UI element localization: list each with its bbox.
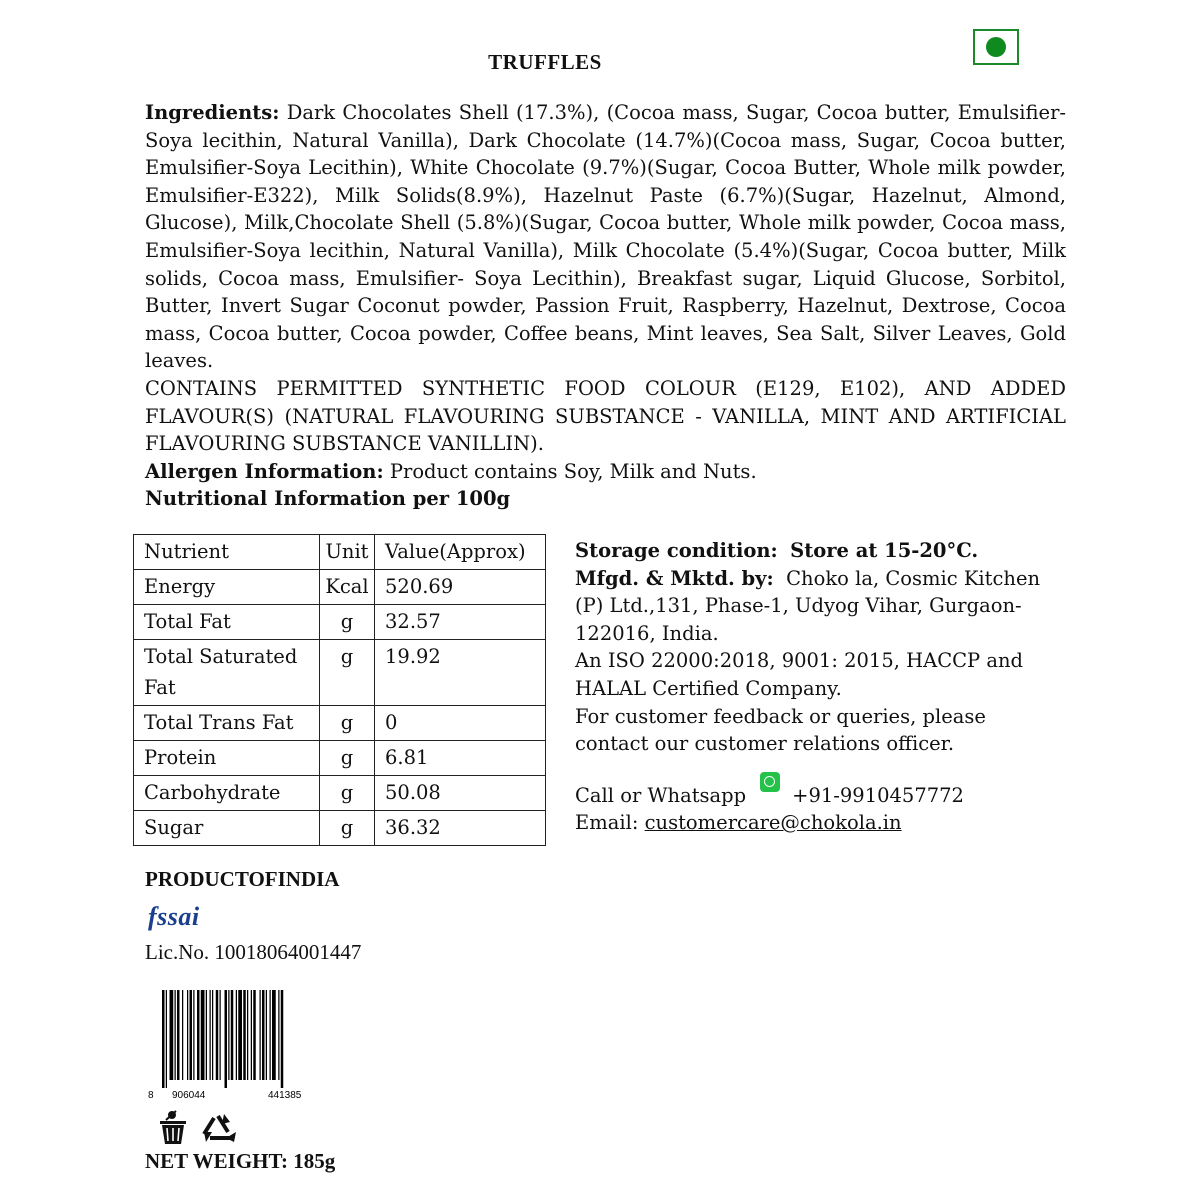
product-of-india: PRODUCTOFINDIA bbox=[145, 867, 340, 891]
nutrient-unit: g bbox=[320, 640, 375, 706]
nutrient-unit: g bbox=[320, 776, 375, 811]
barcode-bar bbox=[216, 990, 219, 1080]
barcode-bar bbox=[247, 990, 248, 1080]
ingredients-block bbox=[145, 99, 1066, 513]
contains-statement: CONTAINS PERMITTED SYNTHETIC FOOD COLOUR (E129, E102), AND ADDED FLAVOUR(S) (NATURAL FLAVOURING SUBSTANCE - VANILLA, MINT AND ARTIFICIAL FLAVOURING SUBSTANCE VANILLIN). bbox=[145, 376, 1066, 456]
email-label: Email: bbox=[575, 811, 639, 835]
license-number: Lic.No. 10018064001447 bbox=[145, 940, 362, 964]
recycle-icon bbox=[204, 1114, 236, 1142]
barcode-bar bbox=[228, 990, 229, 1080]
nutrient-value: 6.81 bbox=[375, 741, 546, 776]
barcode-bar bbox=[212, 990, 213, 1080]
ingredients-label: Ingredients: bbox=[145, 101, 280, 124]
barcode-bar bbox=[231, 990, 234, 1080]
whatsapp-icon bbox=[760, 772, 780, 792]
nutrient-name: Total Trans Fat bbox=[134, 706, 320, 741]
barcode-bar bbox=[236, 990, 237, 1080]
nutrient-name: Energy bbox=[134, 570, 320, 605]
table-header-row bbox=[134, 535, 546, 570]
table-row bbox=[134, 640, 546, 706]
table-row bbox=[134, 741, 546, 776]
ingredients-text: Dark Chocolates Shell (17.3%), (Cocoa mass, Sugar, Cocoa butter, Emulsifier-Soya lecithin, Natural Vanilla), Dark Chocolate (14.7%)(Cocoa mass, Sugar, Cocoa butter, Emulsifier-Soya Lecithin), White Chocolate (9.7%)(Sugar, Cocoa Butter, Whole milk powder, Emulsifier-E322), Milk Solids(8.9%), Hazelnut Paste (6.7%)(Sugar, Hazelnut, Almond, Glucose), Milk,Chocolate Shell (5.8%)(Sugar, Cocoa butter, Whole milk powder, Cocoa mass, Emulsifier-Soya lecithin, Natural Vanilla), Milk Chocolate (5.4%)(Sugar, Cocoa butter, Milk solids, Cocoa mass, Emulsifier- Soya Lecithin), Breakfast sugar, Liquid Glucose, Sorbitol, Butter, Invert Sugar Coconut powder, Passion Fruit, Raspberry, Hazelnut, Dextrose, Cocoa mass, Cocoa butter, Cocoa powder, Coffee beans, Mint leaves, Sea Salt, Silver Leaves, Gold leaves. bbox=[145, 101, 1066, 373]
barcode-bar bbox=[182, 990, 183, 1080]
nutrient-value: 19.92 bbox=[375, 640, 546, 706]
barcode-bar bbox=[278, 990, 279, 1080]
certification-text: An ISO 22000:2018, 9001: 2015, HACCP and HALAL Certified Company. bbox=[575, 649, 1024, 700]
nutrient-value: 32.57 bbox=[375, 605, 546, 640]
nutrient-name: Total Saturated Fat bbox=[134, 640, 320, 706]
nutrient-value: 36.32 bbox=[375, 811, 546, 846]
header-nutrient: Nutrient bbox=[134, 535, 320, 570]
barcode-bar bbox=[210, 990, 211, 1080]
barcode-bar bbox=[197, 990, 200, 1080]
manufacturer-label: Mfgd. & Mktd. by: bbox=[575, 566, 774, 590]
barcode-bar bbox=[266, 990, 267, 1080]
storage-label: Storage condition: bbox=[575, 539, 778, 562]
dustbin-icon bbox=[160, 1111, 186, 1144]
table-row bbox=[134, 776, 546, 811]
barcode-bar bbox=[206, 990, 207, 1080]
barcode-bar bbox=[262, 990, 265, 1080]
call-label: Call or Whatsapp bbox=[575, 783, 747, 807]
nutrient-value: 0 bbox=[375, 706, 546, 741]
nutrient-unit: g bbox=[320, 811, 375, 846]
barcode-bar bbox=[238, 990, 242, 1080]
table-row bbox=[134, 605, 546, 640]
barcode-first-digit: 8 bbox=[148, 1090, 154, 1100]
fssai-logo-text: fssai bbox=[148, 902, 200, 931]
nutrient-value: 50.08 bbox=[375, 776, 546, 811]
barcode-bar bbox=[193, 990, 194, 1080]
email-link[interactable]: customercare@chokola.in bbox=[644, 811, 902, 835]
nutrient-unit: g bbox=[320, 605, 375, 640]
barcode-bar bbox=[251, 990, 252, 1080]
net-weight: NET WEIGHT: 185g bbox=[145, 1149, 336, 1173]
barcode-bar bbox=[225, 990, 228, 1088]
barcode-bar bbox=[270, 990, 271, 1080]
disposal-icons bbox=[150, 1108, 250, 1146]
allergen-label: Allergen Information: bbox=[145, 459, 384, 483]
header-value: Value(Approx) bbox=[375, 535, 546, 570]
manufacturer-text: Choko la, Cosmic Kitchen (P) Ltd.,131, Phase-1, Udyog Vihar, Gurgaon-122016, India. bbox=[575, 566, 1041, 645]
nutrition-table bbox=[133, 534, 546, 846]
nutrient-value: 520.69 bbox=[375, 570, 546, 605]
header-unit: Unit bbox=[320, 535, 375, 570]
barcode-bar bbox=[281, 990, 284, 1088]
nutrient-name: Carbohydrate bbox=[134, 776, 320, 811]
nutrient-name: Protein bbox=[134, 741, 320, 776]
barcode bbox=[148, 990, 328, 1100]
barcode-bar bbox=[187, 990, 188, 1080]
nutrient-unit: Kcal bbox=[320, 570, 375, 605]
table-row bbox=[134, 811, 546, 846]
table-row bbox=[134, 706, 546, 741]
barcode-bar bbox=[162, 990, 165, 1088]
storage-value: Store at 15-20°C. bbox=[790, 539, 979, 562]
barcode-bar bbox=[260, 990, 261, 1080]
nutrient-unit: g bbox=[320, 741, 375, 776]
table-row bbox=[134, 570, 546, 605]
nutrient-name: Total Fat bbox=[134, 605, 320, 640]
barcode-bar bbox=[166, 990, 167, 1088]
barcode-bar bbox=[177, 990, 180, 1080]
allergen-text: Product contains Soy, Milk and Nuts. bbox=[389, 459, 757, 483]
barcode-bar bbox=[175, 990, 176, 1080]
barcode-right-digits: 441385 bbox=[268, 1090, 302, 1100]
nutrient-name: Sugar bbox=[134, 811, 320, 846]
barcode-bar bbox=[190, 990, 193, 1080]
veg-mark-icon bbox=[973, 29, 1019, 65]
company-info bbox=[575, 537, 1055, 837]
fssai-logo bbox=[148, 902, 200, 932]
barcode-bar bbox=[201, 990, 205, 1080]
phone-number[interactable]: +91-9910457772 bbox=[792, 783, 964, 807]
barcode-bar bbox=[253, 990, 256, 1080]
barcode-bar bbox=[170, 990, 174, 1080]
feedback-text: For customer feedback or queries, please contact our customer relations officer. bbox=[575, 704, 986, 756]
barcode-left-digits: 906044 bbox=[172, 1090, 206, 1100]
product-title: TRUFFLES bbox=[488, 50, 602, 74]
barcode-bar bbox=[272, 990, 276, 1080]
barcode-bar bbox=[243, 990, 246, 1080]
nutrition-heading: Nutritional Information per 100g bbox=[145, 487, 511, 511]
nutrient-unit: g bbox=[320, 706, 375, 741]
barcode-bar bbox=[220, 990, 221, 1080]
